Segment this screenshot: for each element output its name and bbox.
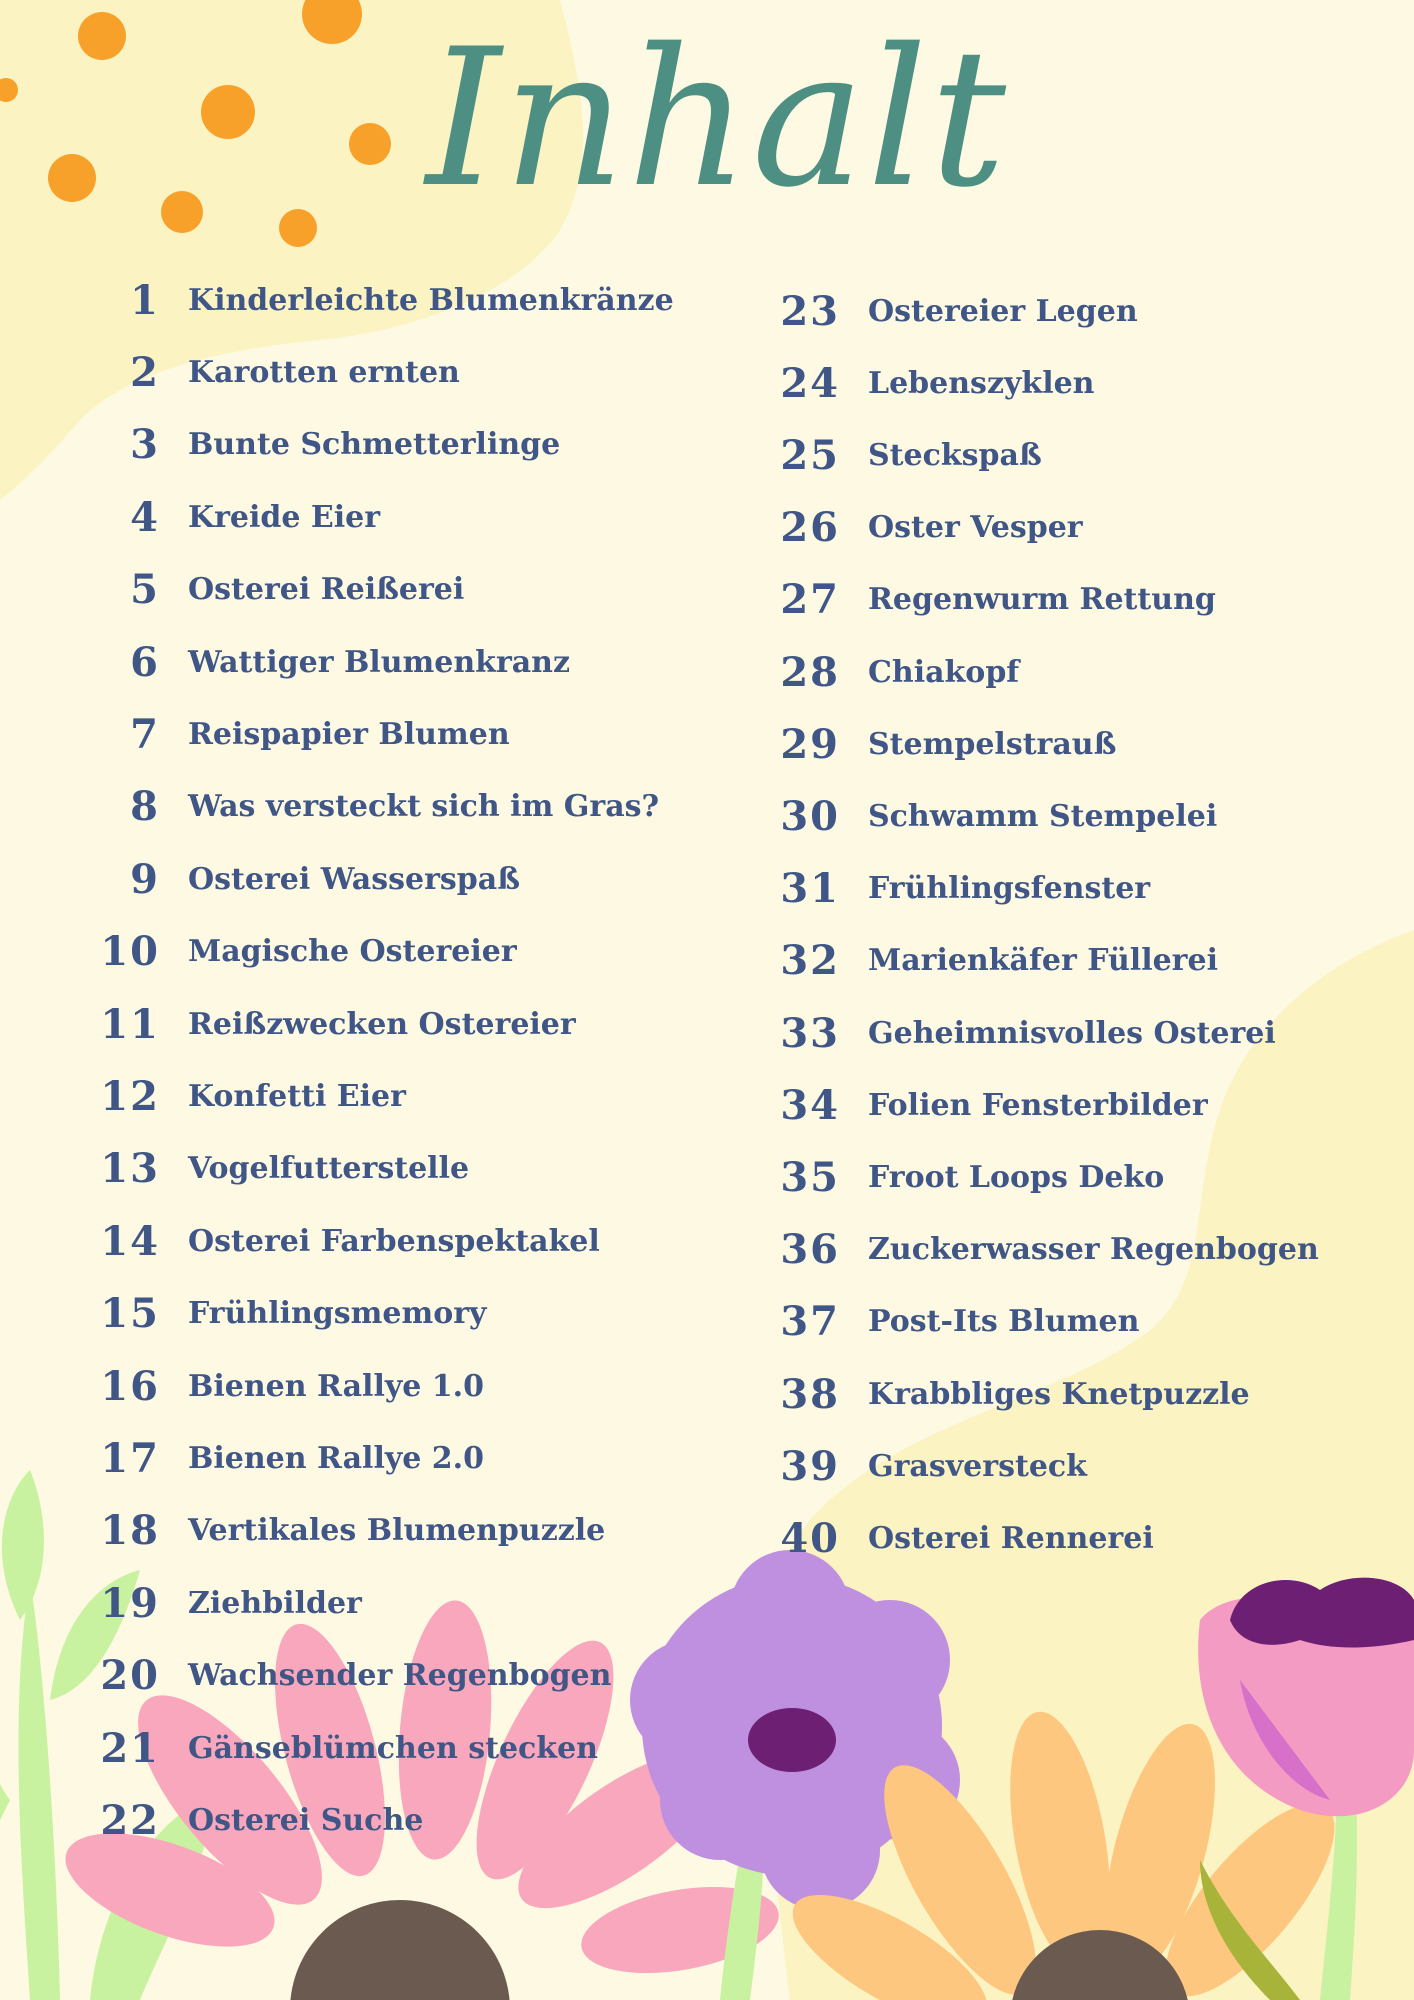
toc-entry-title: Steckspaß (868, 437, 1042, 473)
toc-entry-number: 21 (100, 1724, 160, 1772)
toc-entry-number: 13 (100, 1145, 160, 1193)
toc-entry-title: Schwamm Stempelei (868, 798, 1218, 834)
toc-entry-number: 36 (780, 1226, 840, 1274)
toc-entry-number: 27 (780, 576, 840, 624)
toc-entry-title: Reißzwecken Ostereier (188, 1006, 576, 1042)
toc-entry-title: Geheimnisvolles Osterei (868, 1015, 1276, 1051)
toc-entry (40, 634, 570, 690)
toc-entry-title: Folien Fensterbilder (868, 1087, 1208, 1123)
toc-entry-title: Karotten ernten (188, 354, 460, 390)
toc-entry (730, 1005, 1276, 1061)
toc-entry (730, 283, 1138, 339)
toc-entry-title: Was versteckt sich im Gras? (188, 789, 660, 825)
toc-entry-title: Bienen Rallye 1.0 (188, 1368, 485, 1404)
toc-entry-title: Regenwurm Rettung (868, 582, 1216, 618)
toc-entry-title: Grasversteck (868, 1448, 1087, 1484)
toc-entry-title: Bienen Rallye 2.0 (188, 1440, 485, 1476)
toc-entry-number: 20 (100, 1652, 160, 1700)
toc-entry-number: 14 (100, 1217, 160, 1265)
toc-entry-number: 31 (780, 865, 840, 913)
toc-entry-title: Osterei Farbenspektakel (188, 1223, 600, 1259)
toc-entry-number: 37 (780, 1298, 840, 1346)
toc-entry (40, 344, 460, 400)
toc-entry (730, 1510, 1154, 1566)
toc-entry (40, 1720, 598, 1776)
toc-entry-number: 35 (780, 1153, 840, 1201)
toc-entry-number: 7 (130, 710, 160, 758)
toc-entry-number: 25 (780, 431, 840, 479)
toc-entry-number: 6 (130, 638, 160, 686)
toc-entry (40, 1286, 487, 1342)
toc-entry (40, 417, 560, 473)
toc-entry-number: 34 (780, 1081, 840, 1129)
toc-entry-number: 1 (130, 276, 160, 324)
page-title-container (0, 8, 1414, 229)
toc-entry-number: 4 (130, 493, 160, 541)
toc-entry-number: 23 (780, 287, 840, 335)
toc-entry-title: Wachsender Regenbogen (188, 1658, 612, 1694)
toc-entry-title: Vertikales Blumenpuzzle (188, 1513, 606, 1549)
toc-entry-title: Osterei Wasserspaß (188, 861, 520, 897)
toc-entry (40, 779, 659, 835)
toc-entry (730, 716, 1116, 772)
toc-entry-title: Ostereier Legen (868, 293, 1138, 329)
toc-entry-number: 17 (100, 1434, 160, 1482)
toc-entry-title: Post-Its Blumen (868, 1304, 1140, 1340)
toc-entry (40, 1430, 484, 1486)
toc-entry-title: Frühlingsmemory (188, 1296, 487, 1332)
toc-entry (40, 1575, 362, 1631)
toc-entry (730, 355, 1095, 411)
toc-entry-number: 3 (130, 421, 160, 469)
toc-entry (40, 1648, 611, 1704)
toc-entry-title: Vogelfutterstelle (188, 1151, 470, 1187)
toc-entry-number: 8 (130, 783, 160, 831)
toc-entry (730, 1149, 1164, 1205)
toc-entry-title: Bunte Schmetterlinge (188, 427, 561, 463)
toc-entry-title: Osterei Rennerei (868, 1520, 1154, 1556)
toc-entry-title: Magische Ostereier (188, 934, 517, 970)
toc-entry (730, 500, 1083, 556)
toc-entry-number: 10 (100, 928, 160, 976)
toc-entry (40, 706, 510, 762)
toc-entry (40, 1792, 423, 1848)
toc-entry (40, 1068, 406, 1124)
toc-entry-title: Lebenszyklen (868, 365, 1095, 401)
toc-entry-number: 22 (100, 1796, 160, 1844)
toc-entry-number: 5 (130, 566, 160, 614)
toc-entry-title: Frühlingsfenster (868, 871, 1151, 907)
toc-entry-number: 28 (780, 648, 840, 696)
toc-entry-title: Oster Vesper (868, 510, 1083, 546)
toc-entry-title: Froot Loops Deko (868, 1159, 1165, 1195)
toc-entry-title: Osterei Reißerei (188, 572, 465, 608)
toc-entry-number: 30 (780, 792, 840, 840)
toc-entry (40, 1358, 484, 1414)
toc-entry-title: Kreide Eier (188, 499, 381, 535)
toc-entry-number: 24 (780, 359, 840, 407)
toc-entry-title: Osterei Suche (188, 1802, 424, 1838)
toc-entry-title: Kinderleichte Blumenkränze (188, 282, 674, 318)
toc-entry-title: Krabbliges Knetpuzzle (868, 1376, 1250, 1412)
toc-entry-title: Wattiger Blumenkranz (188, 644, 571, 680)
toc-entry-title: Gänseblümchen stecken (188, 1730, 598, 1766)
toc-entry (40, 272, 674, 328)
toc-entry-number: 40 (780, 1514, 840, 1562)
toc-entry-number: 9 (130, 855, 160, 903)
toc-entry (730, 933, 1218, 989)
toc-entry-number: 33 (780, 1009, 840, 1057)
toc-entry (730, 1438, 1087, 1494)
toc-entry (730, 788, 1217, 844)
toc-entry-title: Reispapier Blumen (188, 716, 510, 752)
toc-entry (40, 1503, 605, 1559)
toc-entry-title: Konfetti Eier (188, 1078, 406, 1114)
toc-entry-number: 29 (780, 720, 840, 768)
toc-entry (40, 851, 520, 907)
toc-entry (730, 1077, 1208, 1133)
page-title: Inhalt (425, 8, 1009, 229)
toc-entry (730, 861, 1150, 917)
toc-entry-title: Marienkäfer Füllerei (868, 943, 1218, 979)
toc-entry (730, 644, 1019, 700)
toc-entry-number: 19 (100, 1579, 160, 1627)
toc-entry (40, 489, 380, 545)
toc-entry-title: Chiakopf (868, 654, 1020, 690)
toc-entry-number: 26 (780, 504, 840, 552)
toc-entry (730, 427, 1042, 483)
toc-entry-number: 39 (780, 1442, 840, 1490)
toc-entry (730, 1294, 1139, 1350)
toc-entry-number: 15 (100, 1290, 160, 1338)
toc-entry-number: 18 (100, 1507, 160, 1555)
toc-entry-number: 2 (130, 348, 160, 396)
toc-entry-title: Ziehbilder (188, 1585, 362, 1621)
toc-entry (730, 1222, 1319, 1278)
toc-entry (40, 562, 464, 618)
toc-entry (730, 1366, 1250, 1422)
toc-entry (40, 1213, 600, 1269)
toc-entry (40, 924, 517, 980)
toc-entry-number: 12 (100, 1072, 160, 1120)
toc-entry-number: 38 (780, 1370, 840, 1418)
toc-entry-number: 16 (100, 1362, 160, 1410)
toc-entry-title: Stempelstrauß (868, 726, 1117, 762)
toc-entry-number: 32 (780, 937, 840, 985)
toc-entry (730, 572, 1216, 628)
toc-entry-title: Zuckerwasser Regenbogen (868, 1232, 1319, 1268)
toc-entry (40, 996, 576, 1052)
toc-entry-number: 11 (100, 1000, 160, 1048)
toc-entry (40, 1141, 469, 1197)
